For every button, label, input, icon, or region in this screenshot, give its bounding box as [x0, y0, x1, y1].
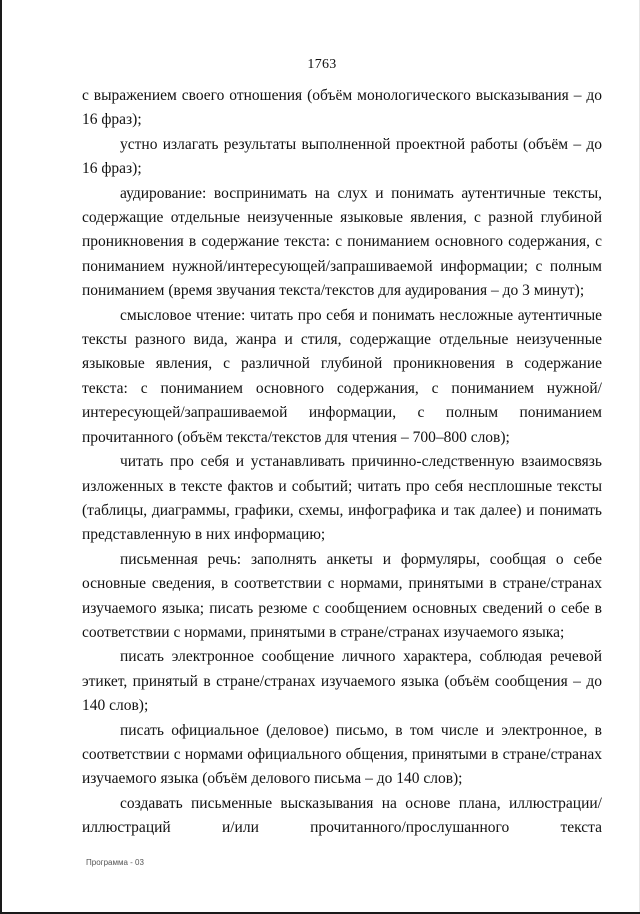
document-body — [82, 84, 602, 841]
paragraph-8: писать официальное (деловое) письмо, в том числе и электронное, в соответствии с нормами официального общения, принятыми в стране/странах изучаемого языка (объём делового письма – до 140 слов); — [82, 721, 602, 788]
paragraph-5: читать про себя и устанавливать причинно-следственную взаимосвязь изложенных в тексте фактов и событий; читать про себя несплошные тексты (таблицы, диаграммы, графики, схемы, инфографика и так далее) и понимать представленную в них информацию; — [82, 453, 602, 544]
paragraph-7: писать электронное сообщение личного характера, соблюдая речевой этикет, принятый в стране/странах изучаемого языка (объём сообщения – до 140 слов); — [82, 648, 602, 715]
paragraph-1: с выражением своего отношения (объём монологического высказывания – до 16 фраз); — [82, 87, 602, 129]
paragraph-4: смысловое чтение: читать про себя и понимать несложные аутентичные тексты разного вида, жанра и стиля, содержащие отдельные неизученные языковые явления, с различной глубиной проникновения в содержание текста: с пониманием основного содержания, с пониманием нужной/интересующей/запрашиваемой информации, с полным пониманием прочитанного (объём текста/текстов для чтения – 700–800 слов); — [82, 306, 602, 446]
paragraph-2: устно излагать результаты выполненной проектной работы (объём – до 16 фраз); — [82, 135, 602, 178]
paragraph-3: аудирование: воспринимать на слух и понимать аутентичные тексты, содержащие отдельные неизученные языковые явления, с разной глубиной проникновения в содержание текста: с пониманием основного содержания, с пониманием нужной/интересующей/запрашиваемой информации; с полным пониманием (время звучания текста/текстов для аудирования – до 3 минут); — [82, 184, 602, 300]
paragraph-9: создавать письменные высказывания на основе плана, иллюстрации/иллюстраций и/или прочитанного/прослушанного текста — [82, 794, 602, 837]
paragraph-6: письменная речь: заполнять анкеты и формуляры, сообщая о себе основные сведения, в соответствии с нормами, принятыми в стране/странах изучаемого языка; писать резюме с сообщением основных сведений о себе в соответствии с нормами, принятыми в стране/странах изучаемого языка; — [82, 550, 602, 641]
page-number: 1763 — [307, 57, 337, 72]
page-footer: Программа - 03 — [86, 858, 144, 867]
